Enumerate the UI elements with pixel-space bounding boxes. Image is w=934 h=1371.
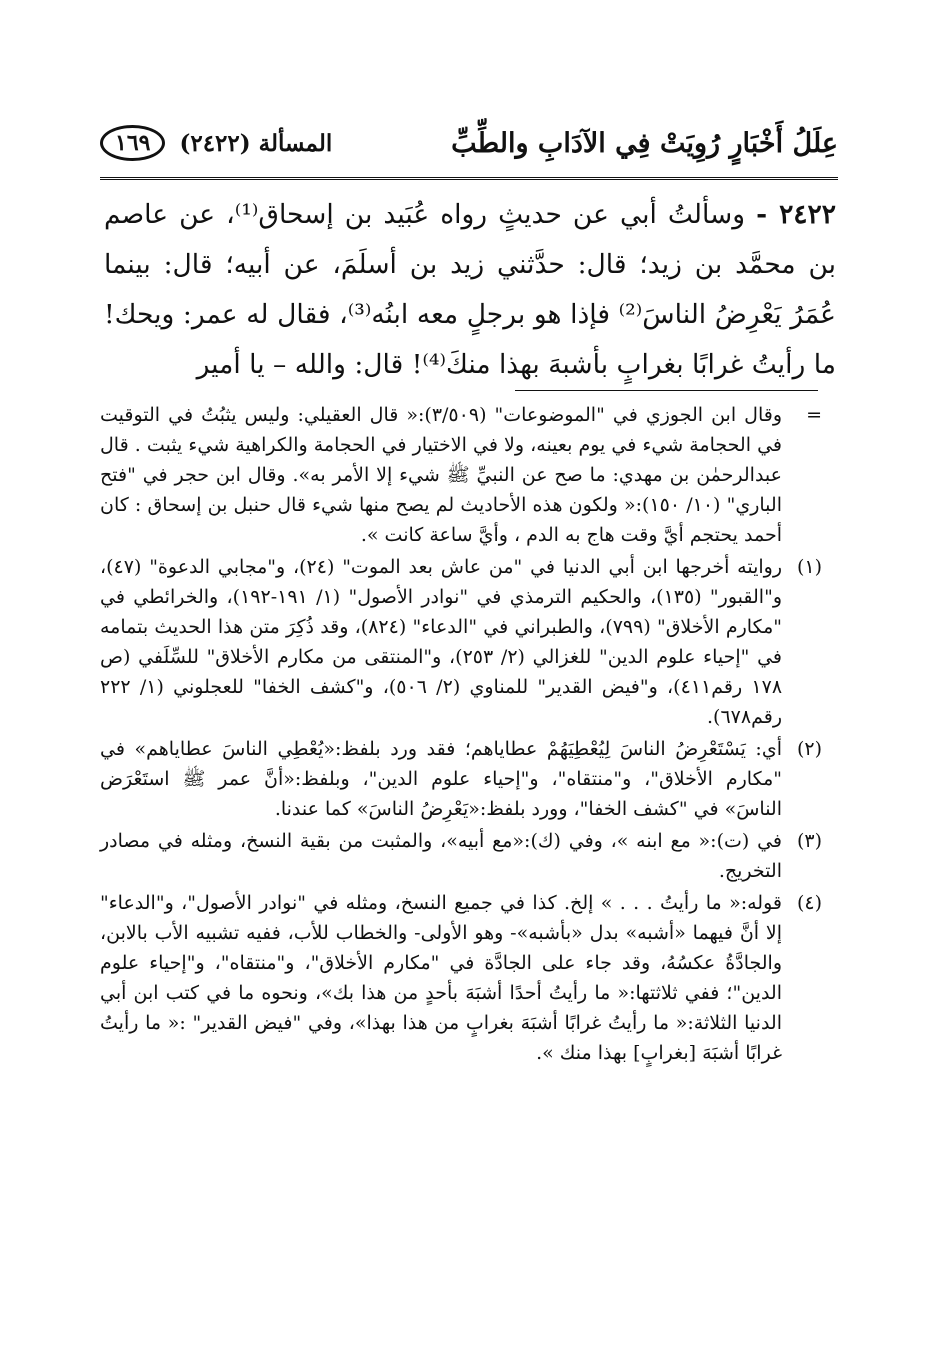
footnote-text: في (ت):« مع ابنه »، وفي (ك):«مع أبيه»، والمثبت من بقية النسخ، ومثله في مصادر التخريج. (100, 830, 782, 882)
main-text (104, 190, 836, 390)
footnote-marker: (٢) (796, 738, 822, 760)
footnote-marker: = (806, 404, 822, 426)
footnote-2 (100, 734, 822, 824)
footnotes (100, 400, 822, 1070)
footnote-continued (100, 400, 822, 550)
page-number-badge: ١٦٩ (100, 125, 165, 161)
footnote-marker: (٤) (796, 892, 822, 914)
footnote-text: روايته أخرجها ابن أبي الدنيا في "من عاش بعد الموت" (٢٤)، و"مجابي الدعوة" (٤٧)، و"القبور" (١٣٥)، والحكيم الترمذي في "نوادر الأصول" (١/ ١٩١-١٩٢)، والخرائطي في "مكارم الأخلاق" (٧٩٩)، والطبراني في "الدعاء" (٨٢٤)، وقد ذُكِرَ متن هذا الحديث بتمامه في "إحياء علوم الدين" للغزالي (٢/ ٢٥٣)، و"المنتقى من مكارم الأخلاق" للسِّلَفي (ص ١٧٨ رقم٤١١)، و"فيض القدير" للمناوي (٢/ ٥٠٦)، و"كشف الخفا" للعجلوني (١/ ٢٢٢ رقم٦٧٨). (100, 556, 783, 728)
page-header (100, 112, 838, 174)
issue-body: وسألتُ أبي عن حديثٍ رواه عُبَيد بن إسحاق⁽¹⁾، عن عاصم بن محمَّد بن زيد؛ قال: حدَّثني زيد بن أسلَمَ، عن أبيه؛ قال: بينما عُمَرُ يَعْرِضُ الناسَ⁽²⁾ فإذا هو برجلٍ معه ابنُه⁽³⁾، فقال له عمر: ويحك! ما رأيتُ غرابًا بغرابٍ بأشبهَ بهذا منكَ⁽⁴⁾! قال: والله – يا أمير (104, 199, 836, 380)
running-title: عِلَلُ أَخْبَارٍ رُوِيَتْ فِي الآدَابِ والطِّبِّ (451, 127, 838, 159)
footnote-4 (100, 888, 822, 1068)
footnote-marker: (٣) (796, 830, 822, 852)
footnote-3 (100, 826, 822, 886)
footnote-separator (515, 390, 818, 391)
issue-label: المسألة (٢٤٢٢) (179, 129, 333, 157)
footnote-text: أي: يَسْتَعْرِضُ الناسَ لِيُعْطِيَهُمْ عطاياهم؛ فقد ورد بلفظ:«يُعْطِي الناسَ عطاياهم» في "مكارم الأخلاق"، و"منتقاه"، و"إحياء علوم الدين"، وبلفظ:«أنَّ عمر ﷺ استَعْرَض الناسَ» في "كشف الخفا"، وورد بلفظ:«يَعْرِضُ الناسَ» كما عندنا. (100, 738, 782, 820)
footnote-1 (100, 552, 822, 732)
header-rule (100, 177, 838, 180)
footnote-text: قوله:« ما رأيتُ . . . » إلخ. كذا في جميع النسخ، ومثله في "نوادر الأصول"، و"الدعاء" إلا أنَّ فيهما «أشبه» بدل «بأشبه»- وهو الأولى- والخطاب للأب، ففيه تشبيه الأب بالابن، والجادَّةُ عكسُهُ، وقد جاء على الجادَّة في "مكارم الأخلاق"، و"منتقاه"، و"إحياء علوم الدين"؛ ففي ثلاثتها:« ما رأيتُ أحدًا أشبَهَ بأحدٍ من هذا بك»، ونحوه ما في كتب ابن أبي الدنيا الثلاثة:« ما رأيتُ غرابًا أشبَهَ بغرابٍ من هذا بهذا»، وفي "فيض القدير" :« ما رأيتُ غرابًا أشبَهَ [بغرابٍ] بهذا منك ». (100, 892, 782, 1064)
footnote-text: وقال ابن الجوزي في "الموضوعات" (٣/٥٠٩):« قال العقيلي: وليس يثبُتُ في التوقيت في الحجامة شيء في يوم بعينه، ولا في الاختيار في الحجامة والكراهية شيء يثبت . قال عبدالرحمٰن بن مهدي: ما صح عن النبيِّ ﷺ شيء إلا الأمر به». وقال ابن حجر في "فتح الباري" (١٠/ ١٥٠):« ولكون هذه الأحاديث لم يصح منها شيء قال حنبل بن إسحاق : كان أحمد يحتجم أيَّ وقت هاج به الدم ، وأيَّ ساعة كانت ». (100, 404, 782, 546)
issue-number: ٢٤٢٢ - (756, 199, 836, 230)
footnote-marker: (١) (796, 556, 822, 578)
